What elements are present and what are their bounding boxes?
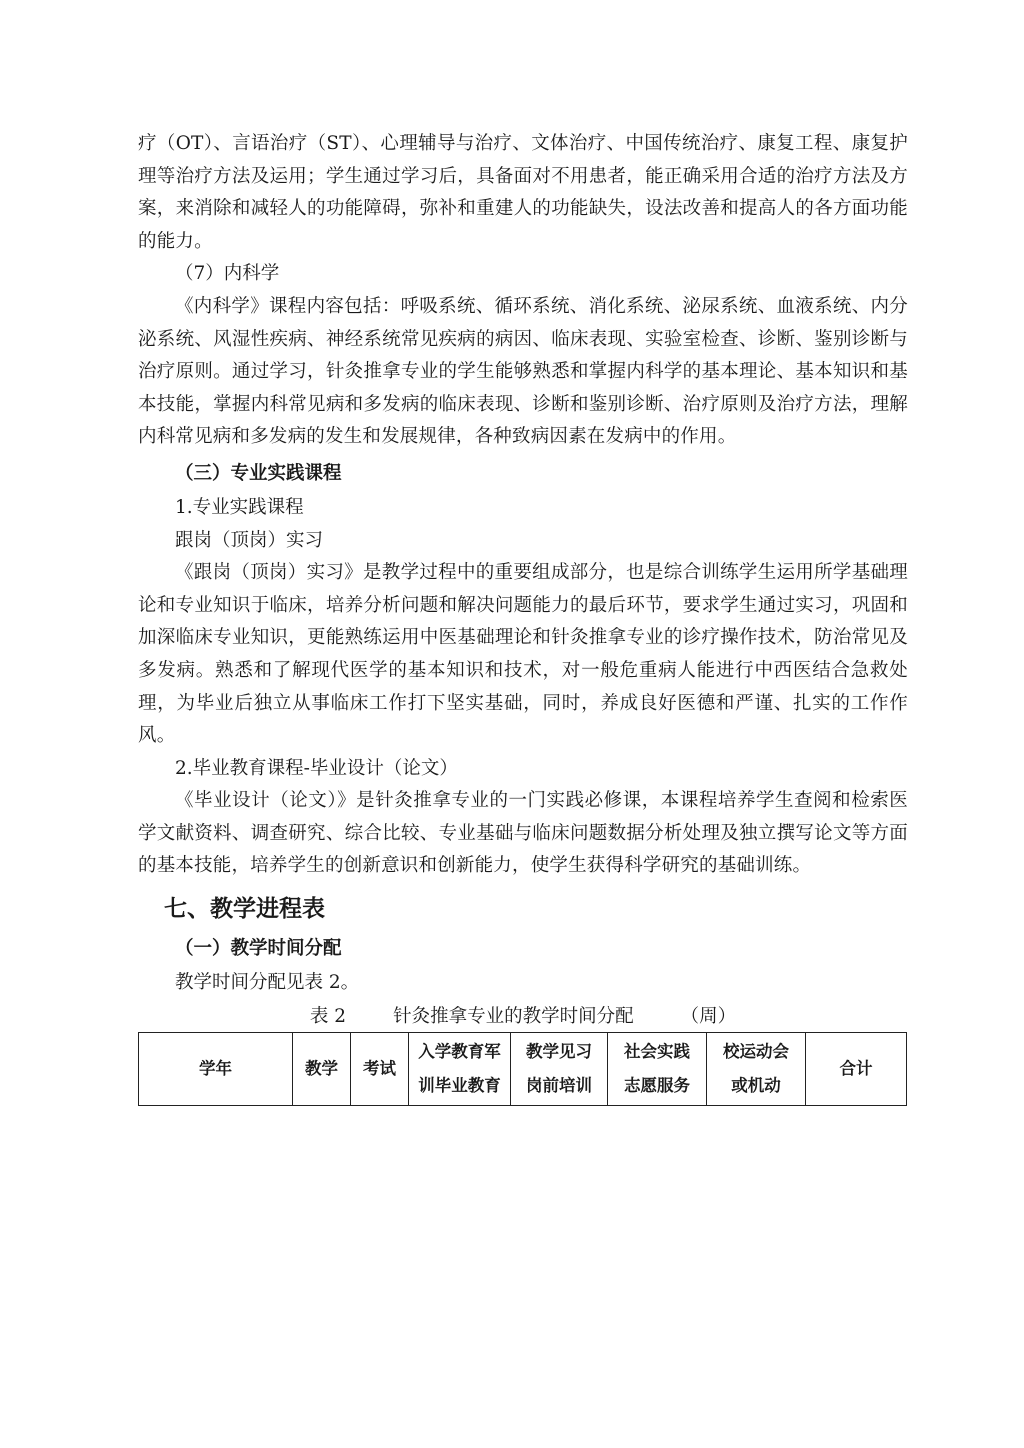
paragraph-internal-medicine: 《内科学》课程内容包括：呼吸系统、循环系统、消化系统、泌尿系统、血液系统、内分泌系统、风湿性疾病、神经系统常见疾病的病因、临床表现、实验室检查、诊断、鉴别诊断与治疗原则。通过学习，针灸推拿专业的学生能够熟悉和掌握内科学的基本理论、基本知识和基本技能，掌握内科常见病和多发病的临床表现、诊断和鉴别诊断、治疗原则及治疗方法，理解内科常见病和多发病的发生和发展规律，各种致病因素在发病中的作用。 [138, 295, 908, 448]
heading-section-seven: 七、教学进程表 [164, 896, 325, 923]
header-cell-orientation: 入学教育军 训毕业教育 [409, 1032, 511, 1105]
paragraph-graduation-design: 《毕业设计（论文）》是针灸推拿专业的一门实践必修课，本课程培养学生查阅和检索医学文献资料、调查研究、综合比较、专业基础与临床问题数据分析处理及独立撰写论文等方面的基本技能，培养学生的创新意识和创新能力，使学生获得科学研究的基础训练。 [138, 790, 908, 877]
header-cell-teaching: 教学 [293, 1032, 351, 1105]
table-header-row [139, 1032, 907, 1105]
header-cell-sports-meet: 校运动会 或机动 [707, 1032, 806, 1105]
heading-time-allocation: （一）教学时间分配 [175, 938, 342, 960]
item-internal-medicine: （7）内科学 [175, 263, 280, 285]
table-caption: 表 2 针灸推拿专业的教学时间分配 （周） [309, 1005, 737, 1027]
document-page [138, 128, 908, 1106]
paragraph-internship: 《跟岗（顶岗）实习》是教学过程中的重要组成部分，也是综合训练学生运用所学基础理论和专业知识于临床，培养分析问题和解决问题能力的最后环节，要求学生通过实习，巩固和加深临床专业知识，更能熟练运用中医基础理论和针灸推拿专业的诊疗操作技术，防治常见及多发病。熟悉和了解现代医学的基本知识和技术，对一般危重病人能进行中西医结合急救处理，为毕业后独立从事临床工作打下坚实基础，同时，养成良好医德和严谨、扎实的工作作风。 [138, 562, 908, 747]
item-graduation-design: 2.毕业教育课程-毕业设计（论文） [175, 757, 458, 779]
header-cell-observation: 教学见习 岗前培训 [511, 1032, 608, 1105]
item-internship: 跟岗（顶岗）实习 [175, 529, 324, 551]
paragraph-see-table: 教学时间分配见表 2。 [175, 972, 360, 994]
header-cell-total: 合计 [806, 1032, 907, 1105]
header-cell-year: 学年 [139, 1032, 293, 1105]
header-cell-social-practice: 社会实践 志愿服务 [608, 1032, 707, 1105]
heading-practice-courses: （三）专业实践课程 [175, 462, 342, 484]
paragraph-rehab-methods: 疗（OT）、言语治疗（ST）、心理辅导与治疗、文体治疗、中国传统治疗、康复工程、康复护理等治疗方法及运用；学生通过学习后，具备面对不用患者，能正确采用合适的治疗方法及方案，来消除和减轻人的功能障碍，弥补和重建人的功能缺失，设法改善和提高人的各方面功能的能力。 [138, 133, 908, 252]
time-allocation-table [138, 1032, 907, 1106]
header-cell-exam: 考试 [351, 1032, 409, 1105]
item-practice-course: 1.专业实践课程 [175, 496, 304, 518]
